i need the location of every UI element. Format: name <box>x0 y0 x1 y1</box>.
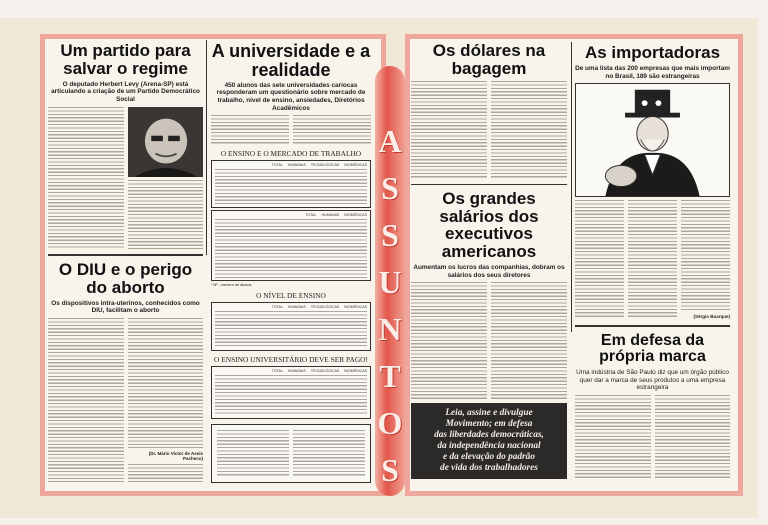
partido-body-text-2 <box>128 180 204 250</box>
column-header: TECNOLÓGICAS <box>310 304 340 309</box>
diu-signature: (Dr. Mário Victor de Assis Pacheco) <box>148 451 203 461</box>
dolares-headline: Os dólares na bagagem <box>432 41 546 78</box>
herbert-levy-photo <box>128 107 204 177</box>
universidade-subtitle: 450 alunos das sete universidades cariocas responderam um questionário sobre mercado de trabalho, nível de ensino, ansiedades, Diretórios Acadêmicos <box>216 81 366 112</box>
promo-line: Movimento; em defesa <box>445 419 533 429</box>
promo-line: da independência nacional <box>437 441 541 451</box>
table-header-row <box>215 213 367 217</box>
masthead-assuntos <box>375 66 405 496</box>
importadoras-subtitle: De uma lista das 200 empresas que mais importam no Brasil, 189 são estrangeiras <box>575 64 730 80</box>
column-divider <box>571 42 572 332</box>
column-header: TOTAL <box>271 162 283 167</box>
promo-line: das liberdades democráticas, <box>434 430 544 440</box>
section-divider <box>411 184 567 185</box>
column-header: BIOMÉDICAS <box>344 213 367 218</box>
marca-body-text <box>575 395 651 480</box>
table-rows <box>215 169 367 206</box>
column-header: TOTAL <box>271 304 283 309</box>
table-header-row <box>215 369 367 373</box>
column-header: TECNOLÓGICAS <box>310 162 340 167</box>
column-header: BIOMÉDICAS <box>344 368 367 373</box>
diu-headline: O DIU e o perigo do aborto <box>58 259 193 297</box>
column-header: BIOMÉDICAS <box>344 304 367 309</box>
table-ensino-pago <box>211 366 371 419</box>
table-footnote: * Nº - número de alunos <box>211 282 252 287</box>
partido-subtitle: O deputado Herbert Levy (Arena-SP) está articulando a criação de um Partido Democrático Social <box>51 80 200 104</box>
salarios-subtitle: Aumentam os lucros das companhias, dobram os salários dos seus diretores <box>413 264 565 279</box>
column-header: BIOMÉDICAS <box>344 162 367 167</box>
importadoras-body-right <box>681 200 730 319</box>
promo-line: e da elevação do padrão <box>443 452 535 462</box>
table-header-row <box>215 163 367 167</box>
column-divider <box>206 40 207 255</box>
table-header-row <box>215 305 367 309</box>
marca-subtitle: Uma indústria de São Paulo diz que um órgão público quer dar a marca de seus produtos a uma empresa estrangeira <box>576 369 729 392</box>
column-header: TOTAL <box>305 213 317 218</box>
diu-body <box>48 318 203 482</box>
right-column-1 <box>411 42 567 479</box>
section-ensino-mercado: O ENSINO E O MERCADO DE TRABALHO <box>220 148 362 158</box>
masthead-letter: N <box>378 311 402 347</box>
masthead-letter: S <box>381 217 399 253</box>
promo-box <box>411 403 567 479</box>
left-column-2 <box>211 42 371 483</box>
partido-body-right <box>128 107 204 250</box>
marca-body-text-2 <box>655 395 731 480</box>
column-header: TECNOLÓGICAS <box>310 368 340 373</box>
salarios-body-text-2 <box>491 282 567 400</box>
box-text-2 <box>293 430 365 477</box>
uncle-sam-icon <box>576 84 729 196</box>
importadoras-headline: As importadoras <box>584 43 721 62</box>
column-header: HUMANAS <box>287 162 306 167</box>
column-header: HUMANAS <box>287 304 306 309</box>
section-nivel-ensino: O NÍVEL DE ENSINO <box>256 290 326 300</box>
table-nivel-ensino <box>211 302 371 351</box>
diu-body-right <box>128 318 204 482</box>
table-rows <box>215 311 367 348</box>
portrait-icon <box>128 107 202 177</box>
uncle-sam-illustration <box>575 83 730 197</box>
salarios-body <box>411 282 567 400</box>
partido-headline: Um partido para salvar o regime <box>60 41 191 78</box>
diu-subtitle: Os dispositivos intra-uterinos, conhecidos como DIU, facilitam o aborto <box>51 299 200 315</box>
column-header: HUMANAS <box>321 213 340 218</box>
section-divider <box>48 254 203 256</box>
masthead-letter: U <box>378 264 402 300</box>
diu-footnote <box>128 464 204 482</box>
masthead-letter: O <box>377 405 403 441</box>
section-divider <box>575 325 730 327</box>
importadoras-body-text <box>575 200 624 319</box>
left-column-1 <box>48 42 203 482</box>
table-ensino-mercado <box>211 160 371 209</box>
promo-line: de vida dos trabalhadores <box>440 463 538 473</box>
masthead-letter: S <box>381 170 399 206</box>
importadoras-body <box>575 200 730 319</box>
diu-body-text-2 <box>128 318 204 448</box>
partido-body-text <box>48 107 124 250</box>
table-rows <box>215 219 367 277</box>
estudantes-box <box>211 424 371 483</box>
importadoras-body-text-2 <box>628 200 677 319</box>
right-column-2 <box>575 44 730 480</box>
section-ensino-pago: O ENSINO UNIVERSITÁRIO DEVE SER PAGO! <box>214 354 368 364</box>
box-text <box>217 430 289 477</box>
marca-body <box>575 395 730 480</box>
masthead-letter: A <box>378 123 402 159</box>
column-header: TOTAL <box>271 368 283 373</box>
partido-body <box>48 107 203 250</box>
masthead-letter: T <box>379 358 401 394</box>
diu-body-text <box>48 318 124 482</box>
universidade-body-text-2 <box>293 115 371 145</box>
table-mercado-trabalho <box>211 210 371 280</box>
masthead-letters <box>375 66 405 494</box>
marca-headline: Em defesa da própria marca <box>599 331 706 366</box>
dolares-body-text <box>411 81 487 179</box>
universidade-body-text <box>211 115 289 145</box>
importadoras-signature: (Sérgio Buarque) <box>693 314 730 319</box>
salarios-body-text <box>411 282 487 400</box>
dolares-body-text-2 <box>491 81 567 179</box>
dolares-body <box>411 81 567 179</box>
universidade-headline: A universidade e a realidade <box>211 41 371 80</box>
importadoras-body-text-3 <box>681 200 730 311</box>
universidade-body <box>211 115 371 145</box>
promo-line: Leia, assine e divulgue <box>445 408 533 418</box>
masthead-letter: S <box>381 452 399 488</box>
table-rows <box>215 375 367 416</box>
column-header: HUMANAS <box>287 368 306 373</box>
salarios-headline: Os grandes salários dos executivos americanos <box>439 188 539 262</box>
